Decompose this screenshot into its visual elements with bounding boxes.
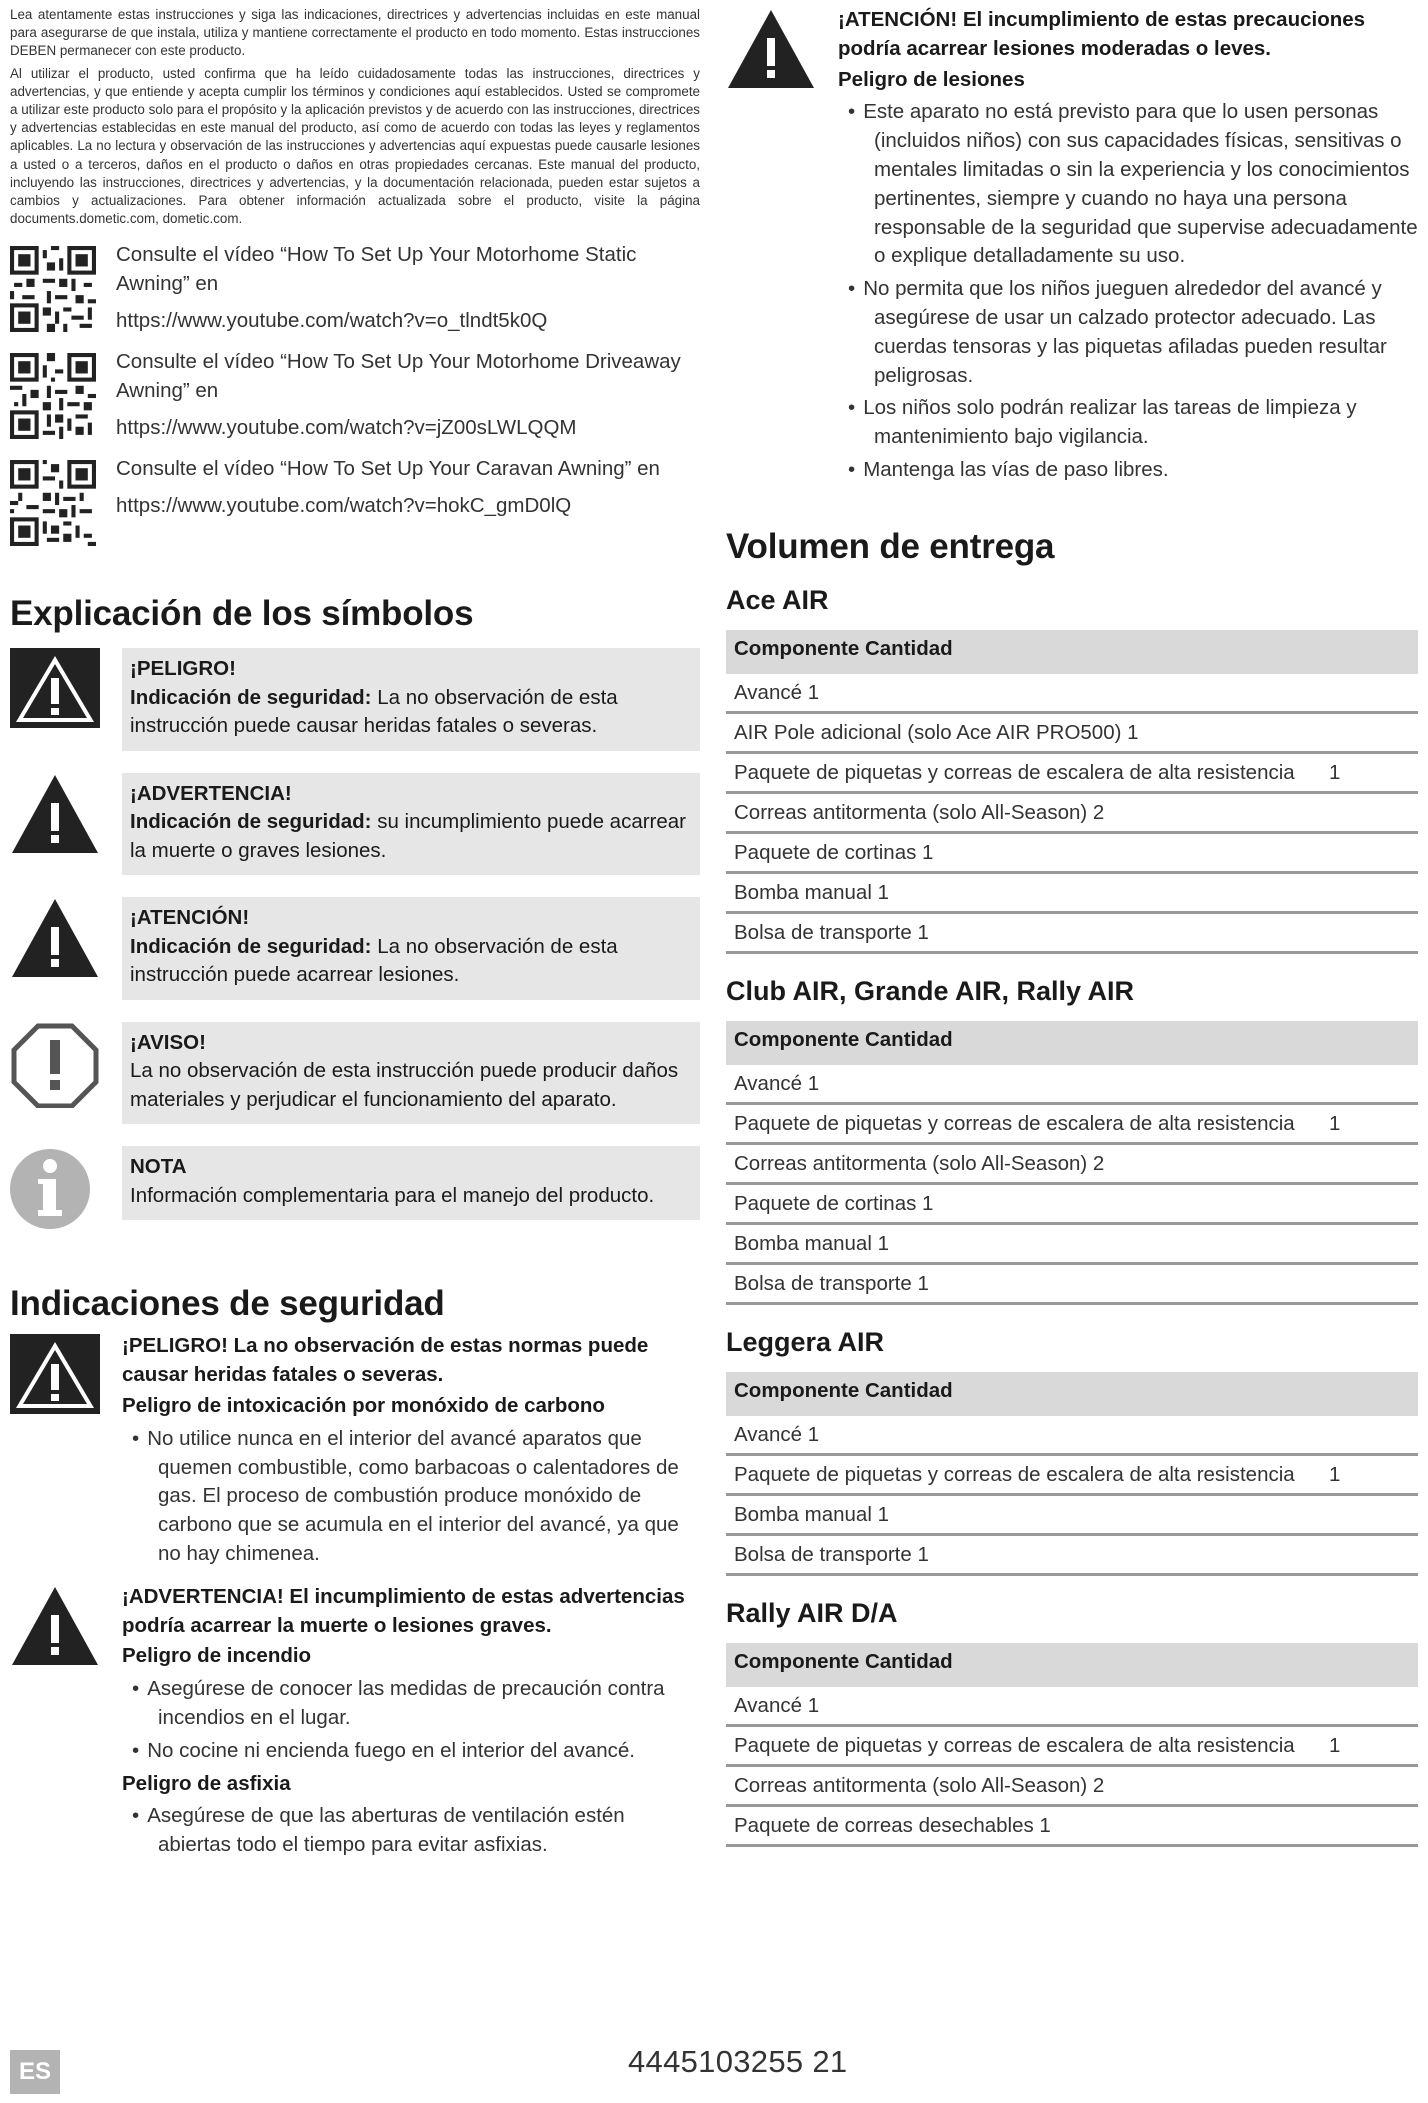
video-title: Consulte el vídeo “How To Set Up Your Caravan Awning” en [116, 457, 660, 481]
safety-caution [726, 6, 1418, 489]
symbol-notice [10, 1022, 700, 1125]
list-item: • No permita que los niños jueguen alrededor del avancé y asegúrese de usar un calzado protector adecuado. Las cuerdas tensoras y las piquetas afiladas pueden resultar peligrosas. [838, 275, 1418, 390]
danger-warning-icon [10, 648, 100, 734]
right-column [726, 6, 1418, 1869]
list-item: • No utilice nunca en el interior del avancé aparatos que quemen combustible, como barbacoas o calentadores de gas. El proceso de combustión produce monóxido de carbono que se acumula en el interior del avancé, ya que no hay chimenea. [122, 1425, 700, 1569]
table-row: Correas antitormenta (solo All-Season) 2 [726, 1145, 1418, 1185]
warning-triangle-icon [10, 773, 100, 859]
symbol-caution [10, 897, 700, 1000]
table-row: Bolsa de transporte 1 [726, 1265, 1418, 1305]
table-row: Bomba manual 1 [726, 874, 1418, 914]
table-row: Avancé 1 [726, 1416, 1418, 1456]
video-link[interactable]: https://www.youtube.com/watch?v=o_tlndt5k0Q [116, 309, 548, 333]
list-item: • Los niños solo podrán realizar las tareas de limpieza y mantenimiento bajo vigilancia. [838, 394, 1418, 452]
video-title: Consulte el vídeo “How To Set Up Your Motorhome Static Awning” en [116, 243, 637, 296]
bullet-list [122, 1675, 700, 1765]
video-link[interactable]: https://www.youtube.com/watch?v=hokC_gmD0lQ [116, 494, 572, 518]
table-row: Paquete de cortinas 1 [726, 834, 1418, 874]
symbol-text: La no observación de esta instrucción puede acarrear lesiones. [130, 934, 618, 987]
table-header: Componente Cantidad [726, 1372, 1418, 1416]
delivery-table [726, 976, 1418, 1305]
table-row: Avancé 1 [726, 1065, 1418, 1105]
symbol-title: ¡AVISO! [130, 1030, 206, 1054]
table-header: Componente Cantidad [726, 1643, 1418, 1687]
table-header: Componente Cantidad [726, 1021, 1418, 1065]
video-title: Consulte el vídeo “How To Set Up Your Motorhome Driveaway Awning” en [116, 350, 681, 403]
safety-danger [10, 1332, 700, 1572]
video-link[interactable]: https://www.youtube.com/watch?v=jZ00sLWLQQM [116, 416, 577, 440]
table-row: Avancé 1 [726, 1687, 1418, 1727]
table-row: Correas antitormenta (solo All-Season) 2 [726, 1767, 1418, 1807]
warning-triangle-icon [10, 1585, 100, 1671]
symbols-heading: Explicación de los símbolos [10, 594, 474, 634]
table-row: Bomba manual 1 [726, 1496, 1418, 1536]
symbol-title: ¡PELIGRO! [130, 657, 236, 681]
qr-code-icon [10, 246, 96, 332]
table-row: AIR Pole adicional (solo Ace AIR PRO500) 1 [726, 714, 1418, 754]
delivery-table [726, 1598, 1418, 1847]
safety-caution-heading: ¡ATENCIÓN! El incumplimiento de estas precauciones podría acarrear lesiones moderadas o leves. [838, 8, 1366, 60]
product-name: Rally AIR D/A [726, 1597, 898, 1628]
list-item: • No cocine ni encienda fuego en el interior del avancé. [122, 1737, 700, 1766]
symbol-danger [10, 648, 700, 751]
table-row: Paquete de cortinas 1 [726, 1185, 1418, 1225]
bullet-list [122, 1425, 700, 1569]
bullet-list [838, 98, 1418, 484]
list-item: • Mantenga las vías de paso libres. [838, 456, 1418, 485]
video-item [10, 454, 700, 546]
table-row: Paquete de piquetas y correas de escalera de alta resistencia 1 [726, 1727, 1418, 1767]
symbol-label: Indicación de seguridad: [130, 685, 372, 709]
hazard-title: Peligro de incendio [122, 1644, 312, 1668]
table-row: Paquete de piquetas y correas de escalera de alta resistencia 1 [726, 754, 1418, 794]
product-name: Ace AIR [726, 584, 829, 615]
document-number: 4445103255 21 [628, 2044, 848, 2079]
intro-paragraph-1: Lea atentamente estas instrucciones y siga las indicaciones, directrices y advertencias incluidas en este manual para asegurarse de que instala, utiliza y mantiene correctamente el producto en todo momento. Estas instrucciones DEBEN permanecer con este producto. [10, 7, 700, 59]
table-row: Bomba manual 1 [726, 1225, 1418, 1265]
product-name: Leggera AIR [726, 1326, 885, 1357]
intro [10, 6, 700, 228]
caution-triangle-icon [10, 897, 100, 983]
table-row: Avancé 1 [726, 674, 1418, 714]
symbol-text: su incumplimiento puede acarrear la muerte o graves lesiones. [130, 810, 686, 862]
table-header: Componente Cantidad [726, 630, 1418, 674]
list-item: • Este aparato no está previsto para que lo usen personas (incluidos niños) con sus capacidades físicas, sensitivas o mentales limitadas o sin la experiencia y los conocimientos pertinentes, siempre y cuando no haya una persona responsable de la seguridad que supervise adecuadamente o explique detalladamente su uso. [838, 98, 1418, 271]
table-row: Paquete de correas desechables 1 [726, 1807, 1418, 1847]
symbol-title: ¡ADVERTENCIA! [130, 781, 292, 805]
left-column [10, 6, 700, 1874]
safety-warning [10, 1583, 700, 1864]
qr-code-icon [10, 460, 96, 546]
hazard-title: Peligro de lesiones [838, 67, 1025, 91]
language-badge: ES [10, 2050, 60, 2094]
intro-paragraph-2: Al utilizar el producto, usted confirma que ha leído cuidadosamente todas las instrucciones, directrices y advertencias, y que entiende y acepta cumplir los términos y condiciones aquí establecidos. Usted se compromete a utilizar este producto solo para el propósito y la aplicación previstos y de acuerdo con las instrucciones, directrices y advertencias establecidas en este manual del producto, así como de acuerdo con todas las leyes y reglamentos aplicables. La no lectura y observación de las instrucciones y advertencias aquí expuestas puede causarle lesiones a usted o a terceros, daños en el producto o daños en otras propiedades cercanas. Este manual del producto, incluyendo las instrucciones, directrices y advertencias, y la documentación relacionada, pueden estar sujetos a cambios y actualizaciones. Para obtener información actualizada sobre el producto, visite la página documents.dometic.com, dometic.com. [10, 65, 700, 227]
danger-warning-icon [10, 1334, 100, 1420]
hazard-title: Peligro de intoxicación por monóxido de carbono [122, 1394, 605, 1418]
symbol-title: NOTA [130, 1155, 187, 1179]
safety-heading: Indicaciones de seguridad [10, 1284, 445, 1324]
list-item: • Asegúrese de que las aberturas de ventilación estén abiertas todo el tiempo para evitar asfixias. [122, 1802, 700, 1860]
hazard-title: Peligro de asfixia [122, 1771, 291, 1795]
table-row: Correas antitormenta (solo All-Season) 2 [726, 794, 1418, 834]
caution-triangle-icon [726, 8, 816, 94]
symbol-note [10, 1146, 700, 1232]
info-icon [10, 1146, 100, 1232]
symbol-text: La no observación de esta instrucción puede producir daños materiales y perjudicar el funcionamiento del aparato. [130, 1059, 679, 1111]
symbol-warning [10, 773, 700, 876]
bullet-list [122, 1802, 700, 1860]
table-row: Bolsa de transporte 1 [726, 914, 1418, 954]
table-row: Bolsa de transporte 1 [726, 1536, 1418, 1576]
notice-octagon-icon [10, 1022, 100, 1108]
symbol-text: Información complementaria para el manejo del producto. [130, 1183, 655, 1207]
symbol-label: Indicación de seguridad: [130, 934, 372, 958]
delivery-heading: Volumen de entrega [726, 526, 1055, 566]
safety-warning-heading: ¡ADVERTENCIA! El incumplimiento de estas advertencias podría acarrear la muerte o lesiones graves. [122, 1584, 685, 1637]
product-name: Club AIR, Grande AIR, Rally AIR [726, 975, 1135, 1006]
table-row: Paquete de piquetas y correas de escalera de alta resistencia 1 [726, 1456, 1418, 1496]
safety-danger-heading: ¡PELIGRO! La no observación de estas normas puede causar heridas fatales o severas. [122, 1334, 649, 1387]
list-item: • Asegúrese de conocer las medidas de precaución contra incendios en el lugar. [122, 1675, 700, 1733]
video-list [10, 240, 700, 546]
delivery-table [726, 585, 1418, 954]
delivery-tables [726, 585, 1418, 1847]
qr-code-icon [10, 353, 96, 439]
symbols-list [10, 648, 700, 1232]
table-row: Paquete de piquetas y correas de escalera de alta resistencia 1 [726, 1105, 1418, 1145]
symbol-title: ¡ATENCIÓN! [130, 906, 250, 930]
delivery-table [726, 1327, 1418, 1576]
video-item [10, 240, 700, 335]
symbol-text: La no observación de esta instrucción puede causar heridas fatales o severas. [130, 685, 618, 738]
symbol-label: Indicación de seguridad: [130, 810, 372, 834]
video-item [10, 347, 700, 442]
